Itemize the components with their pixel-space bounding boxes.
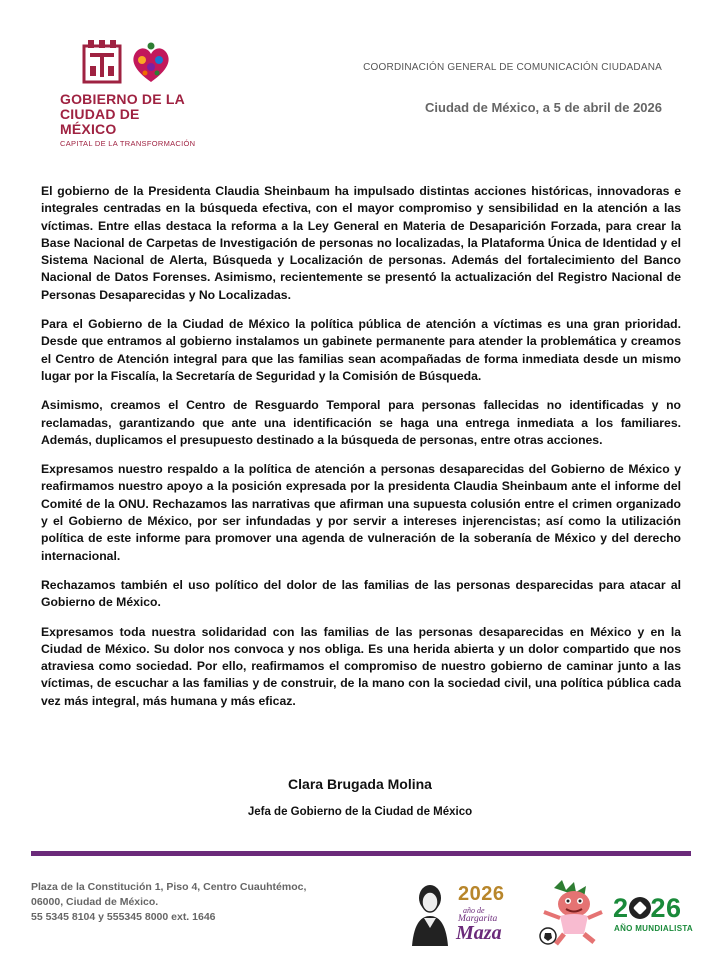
press-release-body xyxy=(41,183,681,722)
wc-year-digit: 2 xyxy=(613,893,629,923)
soccer-ball-icon xyxy=(629,897,651,919)
gov-title-line2: CIUDAD DE MÉXICO xyxy=(60,106,140,137)
margarita-maza-line2: Margarita xyxy=(458,914,498,924)
paragraph: Expresamos toda nuestra solidaridad con las familias de las personas desaparecidas en México y en la Ciudad de México. Su dolor nos convoca y nos obliga. Es una herida abierta y un dolor compartido que nos atraviesa como sociedad. Por ello, reafirmamos el compromiso de nuestro gobierno de caminar junto a las víctimas, de escuchar a las familias y de construir, de la mano con la sociedad civil, una política pública cada vez más integral, más humana y más eficaz. xyxy=(41,624,681,708)
wc-year-digits: 26 xyxy=(650,893,682,923)
gov-subtitle: CAPITAL DE LA TRANSFORMACIÓN xyxy=(60,139,196,148)
footer-divider xyxy=(31,851,691,856)
paragraph: El gobierno de la Presidenta Claudia Sheinbaum ha impulsado distintas acciones históricas, innovadoras e integrales centradas en la búsqueda efectiva, con el mayor compromiso y sensibilidad en la atención a las víctimas. Entre ellas destaca la reforma a la Ley General en Materia de Desaparición Forzada, para crear la Base Nacional de Carpetas de Investigación de personas no localizadas, la Plataforma Única de Identidad y el Sistema Nacional de Alerta, Búsqueda y Localización de personas. Además del fortalecimiento del Banco Nacional de Datos Forenses. Asimismo, recientemente se presentó la actualización del Registro Nacional de Personas Desaparecidas y No Localizadas. xyxy=(41,184,681,302)
paragraph: Asimismo, creamos el Centro de Resguardo Temporal para personas fallecidas no identificadas y no reclamadas, garantizando que ante una identificación se haga una entrega inmediata a los familiares. Además, duplicamos el presupuesto destinado a la búsqueda de personas, entre otras acciones. xyxy=(41,398,681,447)
phone-numbers: 55 5345 8104 y 555345 8000 ext. 1646 xyxy=(31,911,216,923)
mascot-icon xyxy=(534,878,608,948)
portrait-icon xyxy=(404,880,456,946)
paragraph: Para el Gobierno de la Ciudad de México la política pública de atención a víctimas es una gran prioridad. Desde que entramos al gobierno instalamos un gabinete permanente para atender la problemática y creamos el Centro de Atención integral para que las familias sean acompañadas de forma inmediata desde un mismo lugar por la Fiscalía, la Secretaría de Seguridad y la Comisión de Búsqueda. xyxy=(41,317,681,383)
signer-title: Jefa de Gobierno de la Ciudad de México xyxy=(247,806,473,818)
footer-address xyxy=(31,880,306,925)
gov-title-line1: GOBIERNO DE LA xyxy=(60,91,185,107)
dateline: Ciudad de México, a 5 de abril de 2026 xyxy=(425,100,662,115)
address-line1: Plaza de la Constitución 1, Piso 4, Centro Cuauhtémoc, xyxy=(31,881,307,893)
heart-emblem-icon xyxy=(128,40,174,86)
world-cup-year xyxy=(613,893,682,924)
margarita-maza-year: 2026 xyxy=(458,883,505,905)
signer-name: Clara Brugada Molina xyxy=(288,776,432,792)
paragraph: Rechazamos también el uso político del dolor de las familias de las personas desparecidas para atacar al Gobierno de México. xyxy=(41,577,681,610)
world-cup-subtitle: AÑO MUNDIALISTA xyxy=(614,924,694,933)
address-line2: 06000, Ciudad de México. xyxy=(31,896,159,908)
coat-of-arms-icon xyxy=(82,40,122,84)
margarita-maza-line1: año de xyxy=(463,906,485,915)
margarita-maza-line3: Maza xyxy=(456,922,502,944)
government-logo xyxy=(60,40,200,148)
paragraph: Expresamos nuestro respaldo a la política de atención a personas desaparecidas del Gobierno de México y reafirmamos nuestro apoyo a la posición expresada por la presidenta Claudia Sheinbaum ante el informe del Comité de la ONU. Rechazamos las narrativas que afirman una supuesta colusión entre el crimen organizado y el Gobierno de México, por ser infundadas y por servir a intereses injerencistas; así como la utilización política de este informe para promover una agenda de vulneración de la soberanía de México y del derecho internacional. xyxy=(41,462,681,563)
office-name: COORDINACIÓN GENERAL DE COMUNICACIÓN CIUDADANA xyxy=(363,62,662,73)
gov-title xyxy=(60,92,200,137)
